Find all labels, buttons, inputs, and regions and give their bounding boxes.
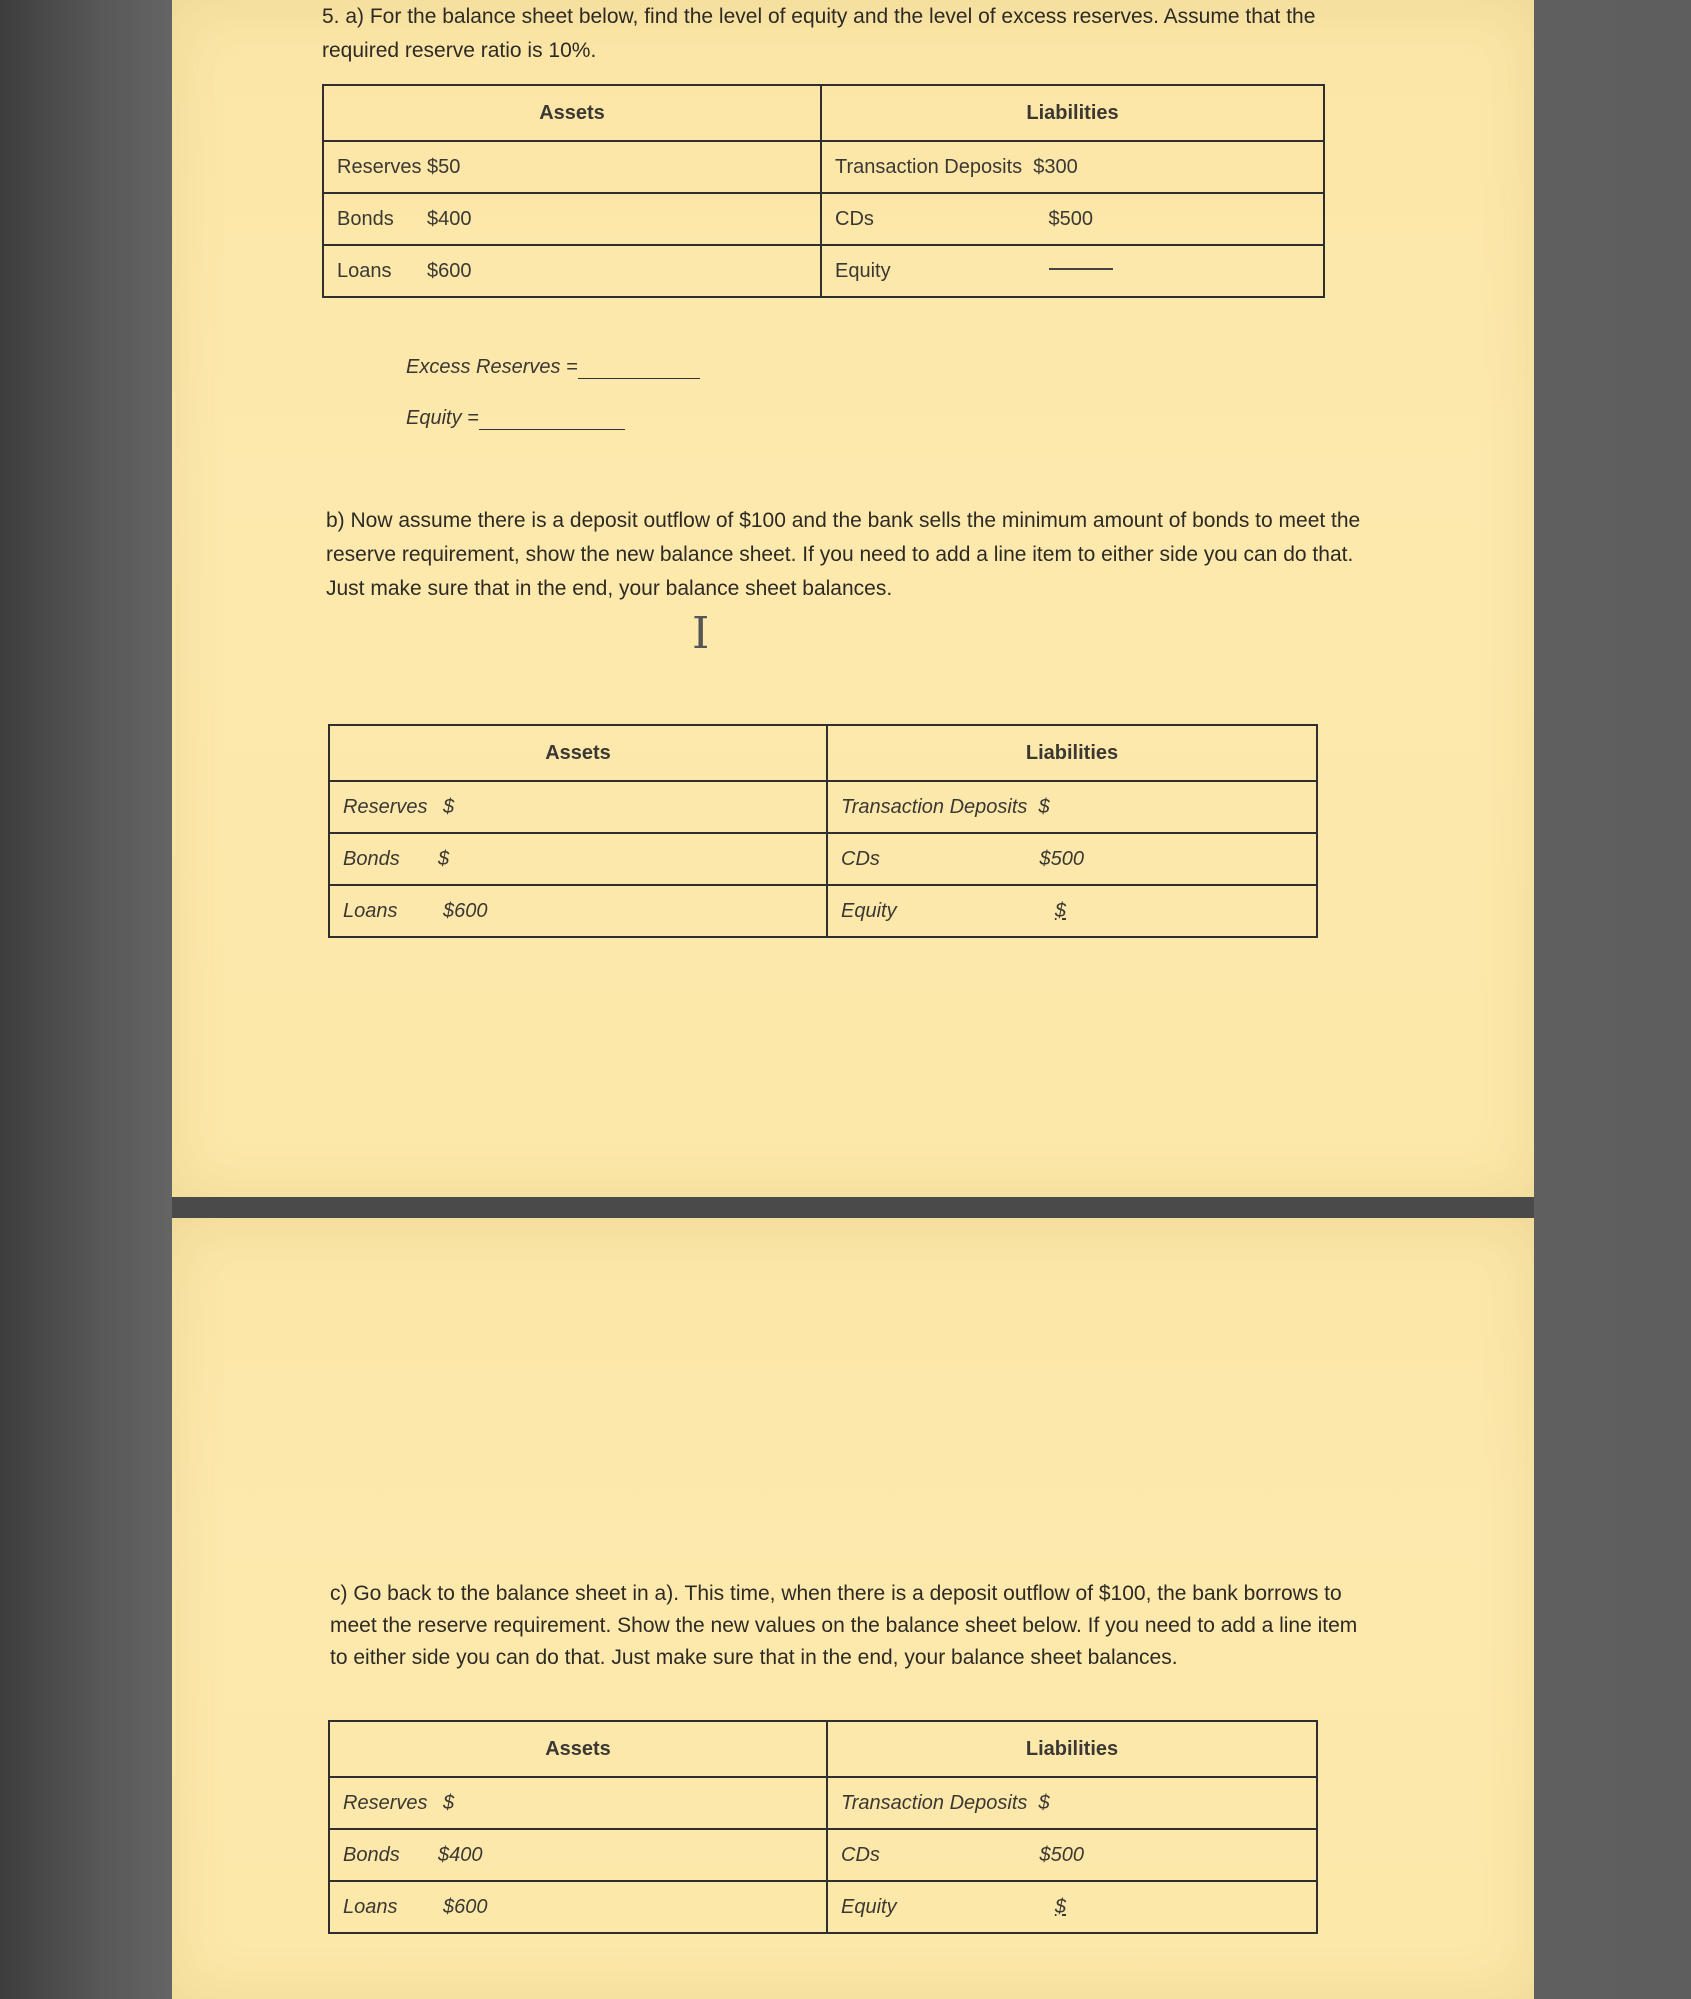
assets-header: Assets	[329, 725, 827, 781]
part-b-balance-sheet	[328, 724, 1318, 938]
liability-label: Equity	[841, 899, 897, 922]
equity-blank[interactable]	[479, 425, 625, 430]
asset-label: Bonds	[343, 1843, 400, 1866]
part-b-prompt: b) Now assume there is a deposit outflow of $100 and the bank sells the minimum amount of bonds to meet the reserve requirement, show the new balance sheet. If you need to add a line item to either side you can do that. Just make sure that in the end, your balance sheet balances.	[326, 509, 1361, 600]
table-row	[329, 1777, 1317, 1829]
table-row	[329, 885, 1317, 937]
liability-label: Equity	[835, 259, 891, 282]
assets-header: Assets	[323, 85, 821, 141]
liability-value: $500	[1048, 207, 1093, 230]
liabilities-header: Liabilities	[821, 85, 1324, 141]
table-row	[329, 833, 1317, 885]
asset-label: Loans	[337, 259, 392, 282]
liability-label: CDs	[841, 1843, 880, 1866]
excess-reserves-label: Excess Reserves =	[406, 356, 578, 378]
asset-label: Bonds	[343, 847, 400, 870]
asset-label: Bonds	[337, 207, 394, 230]
liability-value: $300	[1033, 155, 1078, 178]
assets-header: Assets	[329, 1721, 827, 1777]
asset-value: $400	[427, 207, 472, 230]
excess-reserves-line	[406, 356, 700, 379]
liabilities-header: Liabilities	[827, 725, 1317, 781]
table-row	[329, 781, 1317, 833]
asset-value[interactable]: $	[443, 795, 455, 818]
liability-label: CDs	[835, 207, 874, 230]
asset-value: $50	[427, 155, 461, 178]
part-c-balance-sheet	[328, 1720, 1318, 1934]
asset-value: $600	[443, 899, 488, 922]
asset-value: $400	[438, 1843, 483, 1866]
excess-reserves-blank[interactable]	[578, 374, 700, 379]
liability-label: Equity	[841, 1895, 897, 1918]
asset-label: Loans	[343, 1895, 398, 1918]
part-a-prompt: 5. a) For the balance sheet below, find the level of equity and the level of excess reserves. Assume that the required reserve ratio is 10%.	[322, 5, 1316, 62]
liability-value[interactable]: $	[1054, 899, 1066, 922]
part-c-prompt: c) Go back to the balance sheet in a). This time, when there is a deposit outflow of $100, the bank borrows to meet the reserve requirement. Show the new values on the balance sheet below. If you need to add a line item to either side you can do that. Just make sure that in the end, your balance sheet balances.	[330, 1582, 1358, 1669]
table-row	[329, 1881, 1317, 1933]
asset-value[interactable]: $	[443, 1791, 455, 1814]
table-row	[323, 245, 1324, 297]
asset-label: Reserves	[343, 795, 428, 818]
asset-value[interactable]: $	[438, 847, 450, 870]
liability-label: Transaction Deposits	[835, 155, 1023, 178]
liability-value[interactable]: $	[1038, 795, 1050, 818]
equity-answer-blank[interactable]	[1049, 268, 1113, 270]
table-row	[329, 1829, 1317, 1881]
liability-value[interactable]: $	[1038, 1791, 1050, 1814]
liability-label: Transaction Deposits	[841, 795, 1028, 818]
asset-value: $600	[427, 259, 472, 282]
text-cursor-icon: I	[692, 608, 710, 659]
asset-label: Loans	[343, 899, 398, 922]
page-gap	[172, 1197, 1534, 1218]
liability-label: Transaction Deposits	[841, 1791, 1028, 1814]
liabilities-header: Liabilities	[827, 1721, 1317, 1777]
liability-label: CDs	[841, 847, 880, 870]
table-row	[323, 193, 1324, 245]
equity-label: Equity =	[406, 407, 479, 429]
liability-value: $500	[1039, 847, 1084, 870]
asset-label: Reserves	[337, 155, 422, 178]
part-a-balance-sheet	[322, 84, 1325, 298]
asset-label: Reserves	[343, 1791, 428, 1814]
liability-value[interactable]: $	[1054, 1895, 1066, 1918]
table-row	[323, 141, 1324, 193]
asset-value: $600	[443, 1895, 488, 1918]
liability-value: $500	[1039, 1843, 1084, 1866]
equity-line	[406, 407, 625, 430]
